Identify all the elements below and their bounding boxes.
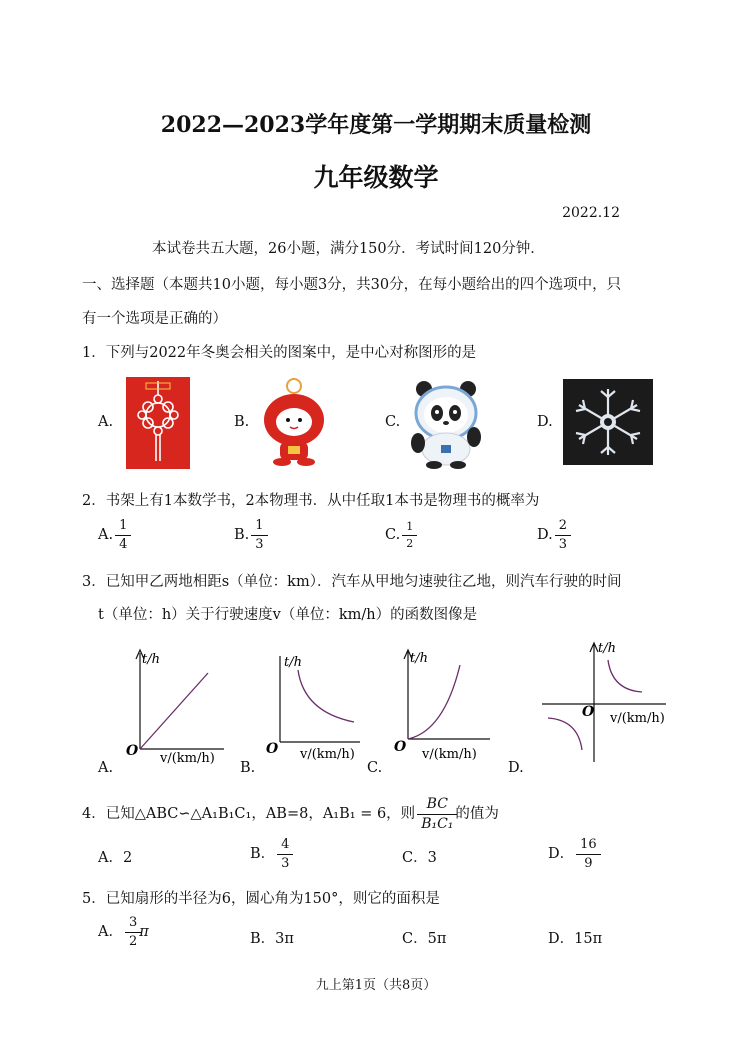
numerator: 1 bbox=[255, 518, 264, 533]
q4-stem-text: 4．已知△ABC∽△A₁B₁C₁，AB=8，A₁B₁ = 6，则 bbox=[82, 806, 416, 823]
q5-option-a-label: A． bbox=[98, 924, 123, 941]
q4-option-b bbox=[250, 838, 291, 870]
q2-option-a bbox=[98, 519, 129, 551]
q4-option-c-label: C． bbox=[402, 850, 428, 866]
q3-graph-c bbox=[392, 645, 502, 761]
numerator: 16 bbox=[580, 837, 597, 852]
q1-image-chinese-knot bbox=[126, 377, 190, 469]
denominator: 3 bbox=[255, 536, 264, 552]
q5-option-a bbox=[98, 916, 149, 948]
denominator: 2 bbox=[406, 536, 414, 550]
q3-stem-line1: 3．已知甲乙两地相距s（单位：km）．汽车从甲地匀速驶往乙地，则汽车行驶的时间 bbox=[82, 574, 622, 590]
q4-stem bbox=[82, 797, 499, 831]
q4-option-d-label: D． bbox=[548, 846, 575, 863]
numerator: 1 bbox=[119, 518, 128, 533]
q2-stem: 2．书架上有1本数学书，2本物理书．从中任取1本书是物理书的概率为 bbox=[82, 493, 540, 509]
denominator: 3 bbox=[558, 536, 567, 552]
q1-option-b-label: B. bbox=[234, 414, 250, 430]
q3-graph-a bbox=[120, 645, 230, 769]
q2-option-b bbox=[234, 519, 266, 551]
q3-option-d-label: D. bbox=[508, 760, 524, 776]
q4-option-d-fraction bbox=[578, 838, 599, 870]
denominator: B₁C₁ bbox=[421, 815, 454, 832]
q2-option-b-fraction bbox=[253, 519, 265, 551]
origin-label: O bbox=[126, 743, 139, 759]
q4-option-c-value: 3 bbox=[427, 850, 437, 866]
q1-image-snowflake bbox=[563, 379, 653, 465]
q5-option-c bbox=[402, 927, 446, 948]
q1-option-d-label: D. bbox=[537, 414, 553, 430]
exam-date: 2022.12 bbox=[562, 205, 620, 221]
q2-option-c bbox=[385, 521, 415, 549]
x-axis-label: v/(km/h) bbox=[300, 747, 355, 762]
y-axis-label: t/h bbox=[142, 652, 160, 667]
q5-option-b-value: 3π bbox=[275, 931, 294, 947]
numerator: 1 bbox=[406, 520, 414, 533]
x-axis-label: v/(km/h) bbox=[160, 751, 215, 766]
q3-graph-b bbox=[262, 650, 372, 762]
page-footer: 九上第1页（共8页） bbox=[315, 978, 437, 993]
graph-curve-lower bbox=[548, 718, 582, 750]
q4-option-b-fraction bbox=[279, 838, 291, 870]
q4-option-c bbox=[402, 846, 437, 867]
q1-image-panda-mascot bbox=[408, 377, 484, 469]
intro-text: 本试卷共五大题，26小题，满分150分．考试时间120分钟． bbox=[152, 241, 545, 257]
section1-heading-line1: 一、选择题（本题共10小题，每小题3分，共30分，在每小题给出的四个选项中，只 bbox=[82, 277, 622, 293]
q4-option-d bbox=[548, 838, 599, 870]
q4-option-b-label: B． bbox=[250, 846, 276, 863]
q2-option-c-fraction bbox=[404, 521, 415, 549]
q3-stem-line2: t（单位：h）关于行驶速度v（单位：km/h）的函数图像是 bbox=[98, 607, 478, 623]
q5-option-c-label: C． bbox=[402, 931, 428, 947]
q2-option-a-fraction bbox=[117, 519, 129, 551]
q1-image-lantern-mascot bbox=[258, 376, 330, 468]
denominator: 4 bbox=[119, 536, 128, 552]
q2-option-d-fraction bbox=[557, 519, 569, 551]
graph-curve bbox=[298, 670, 354, 722]
q1-option-c-label: C. bbox=[385, 414, 401, 430]
q5-option-a-fraction bbox=[127, 916, 139, 948]
x-axis-label: v/(km/h) bbox=[610, 711, 665, 726]
y-axis-label: t/h bbox=[410, 651, 428, 666]
graph-line bbox=[140, 673, 208, 749]
y-axis-label: t/h bbox=[284, 655, 302, 670]
q5-option-b-label: B． bbox=[250, 931, 276, 947]
denominator: 2 bbox=[128, 933, 138, 949]
q4-option-a-value: 2 bbox=[122, 850, 133, 866]
graph-curve-upper bbox=[608, 660, 642, 692]
q2-option-d-label: D. bbox=[537, 527, 553, 544]
numerator: 2 bbox=[558, 518, 567, 533]
numerator: 3 bbox=[128, 915, 138, 930]
numerator: BC bbox=[426, 796, 448, 812]
denominator: 3 bbox=[281, 855, 290, 871]
q5-stem: 5．已知扇形的半径为6，圆心角为150°，则它的面积是 bbox=[82, 891, 440, 907]
exam-title: 2022—2023学年度第一学期期末质量检测 bbox=[160, 112, 592, 138]
origin-label: O bbox=[582, 704, 595, 720]
q5-option-a-pi: π bbox=[139, 924, 149, 941]
q4-option-a bbox=[98, 846, 132, 867]
origin-label: O bbox=[266, 741, 279, 757]
q3-graph-d bbox=[540, 638, 670, 766]
q2-option-a-label: A. bbox=[98, 527, 114, 544]
exam-subtitle: 九年级数学 bbox=[313, 163, 439, 192]
q2-option-d bbox=[537, 519, 569, 551]
q5-option-b bbox=[250, 927, 294, 948]
y-axis-label: t/h bbox=[598, 641, 616, 656]
q2-option-b-label: B. bbox=[234, 527, 250, 544]
q4-ratio-fraction bbox=[419, 797, 455, 831]
q3-option-b-label: B. bbox=[240, 760, 256, 776]
q5-option-c-value: 5π bbox=[427, 931, 447, 947]
q3-option-c-label: C. bbox=[367, 760, 383, 776]
denominator: 9 bbox=[584, 855, 593, 871]
graph-curve bbox=[408, 665, 460, 739]
x-axis-label: v/(km/h) bbox=[422, 747, 477, 761]
q5-option-d-label: D． bbox=[548, 931, 575, 947]
q3-option-a-label: A. bbox=[98, 760, 114, 776]
q1-option-a-label: A. bbox=[98, 414, 114, 430]
numerator: 4 bbox=[281, 837, 290, 852]
section1-heading-line2: 有一个选项是正确的） bbox=[82, 311, 227, 327]
q2-option-c-label: C. bbox=[385, 527, 401, 544]
q4-stem-tail: 的值为 bbox=[455, 806, 499, 823]
origin-label: O bbox=[394, 739, 407, 755]
q1-stem: 1．下列与2022年冬奥会相关的图案中，是中心对称图形的是 bbox=[82, 345, 477, 361]
q5-option-d-value: 15π bbox=[574, 931, 603, 947]
q5-option-d bbox=[548, 927, 602, 948]
q4-option-a-label: A． bbox=[98, 850, 123, 866]
